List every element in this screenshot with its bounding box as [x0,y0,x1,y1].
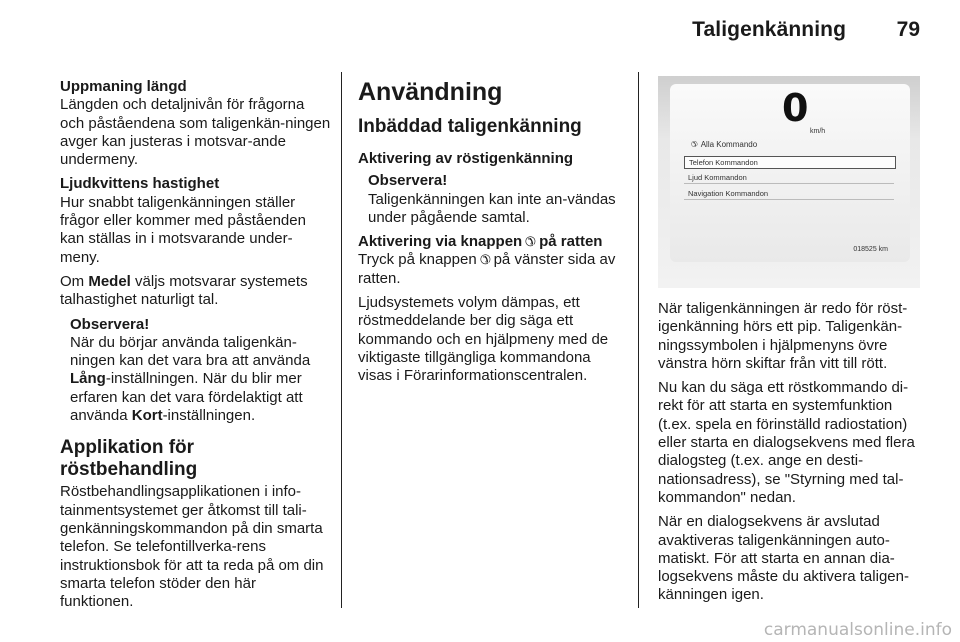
column-divider [638,72,639,608]
text-fragment: När du börjar använda taligenkän-ningen kan det vara bra att använda [70,333,311,370]
text-fragment: väljs motsvarar systemets talhastighet naturligt tal. [60,272,308,309]
text-voice-app: Röstbehandlingsapplikationen i info-tainmentsystemet ger åtkomst till tali-genkänningskommandon på din smarta telefon. Se telefontillverka-rens instruktionsbok för att ta reda på om din smarta telefon stöder den här funktionen. [60,483,324,611]
menu-item-audio: Ljud Kommandon [684,172,894,184]
note-text: Taligenkänningen kan inte an-vändas under pågående samtal. [368,190,616,226]
text-fragment: på vänster sida av ratten. [358,251,616,287]
text-medium-speed [60,273,332,310]
speed-unit: km/h [810,128,826,135]
text-say-command: Nu kan du säga ett röstkommando di-rekt för att starta en systemfunktion (t.ex. spela en förinställd radiostation) eller starta en dialogsekvens med flera dialogsteg (t.ex. ange en desti-nationsadress), se "Styrning med tal-kommandon" nedan. [658,379,915,506]
text-dialog-end: När en dialogsekvens är avslutad avaktiveras taligenkänningen auto-matiskt. För att starta en annan dia-logsekvens måste du aktivera taligen-känningen igen. [658,513,909,604]
text-feedback-speed: Hur snabbt taligenkänningen ställer frågor eller kommer med påståenden kan ställas in i motsvarande under-meny. [60,193,306,266]
text-fragment: på ratten [539,233,603,251]
page-header [0,0,960,60]
text-fragment: -inställningen. När du blir mer erfaren kan det vara fördelaktigt att använda [70,370,303,425]
odometer: 018525 km [853,246,888,253]
column-middle [358,78,628,392]
menu-title-text: Alla Kommando [700,140,758,149]
term-medium: Medel [88,272,131,290]
heading-voice-app: Applikation för röstbehandling [60,437,198,481]
voice-recognition-icon: ✆ [525,234,537,250]
note-text [70,334,332,425]
heading-button-activation [358,233,628,251]
menu-item-navigation: Navigation Kommandon [684,188,894,200]
page-title: Taligenkänning [692,18,846,41]
page-number: 79 [896,18,920,41]
voice-recognition-icon: ✆ [479,252,491,268]
text-fragment: Tryck på knappen [358,251,477,269]
text-volume: Ljudsystemets volym dämpas, ett röstmeddelande ber dig säga ett kommando och en hjälpmeny med de viktigaste tillgängliga kommandona visas i Förarinformationscentralen. [358,294,609,385]
menu-title [688,140,757,149]
heading-prompt-length: Uppmaning längd [60,78,187,95]
note-box [368,172,628,227]
text-press-button [358,251,628,288]
term-short: Kort [131,407,163,425]
dashboard-screen [670,84,910,262]
text-fragment: Om [60,272,89,290]
heading-feedback-speed: Ljudkvittens hastighet [60,175,220,193]
dashboard-image [658,76,920,288]
watermark-brand[interactable]: carmanualsonline.info [763,620,952,640]
heading-activation: Aktivering av röstigenkänning [358,150,574,167]
note-title: Observera! [368,172,448,190]
text-ready-beep: När taligenkänningen är redo för röst-igenkänning hörs ett pip. Taligenkän-ningssymbolen i hjälpmenyns övre vänstra hörn skiftar från vitt till rött. [658,300,908,372]
heading-embedded-recognition: Inbäddad taligenkänning [358,116,582,137]
note-box [70,316,332,426]
text-prompt-length: Längden och detaljnivån för frågorna och påståendena som taligenkän-ningen avger kan justeras i motsvar-ande undermeny. [60,96,331,169]
heading-usage: Användning [358,78,503,106]
term-long: Lång [70,370,106,388]
column-divider [341,72,342,608]
text-fragment: -inställningen. [162,407,256,425]
note-title: Observera! [70,315,150,333]
text-fragment: Aktivering via knappen [358,233,523,251]
column-left [60,78,332,617]
voice-recognition-icon: ✆ [691,140,698,149]
speed-readout: 0 [782,86,809,130]
column-right [658,300,923,611]
menu-item-phone: Telefon Kommandon [684,156,896,169]
